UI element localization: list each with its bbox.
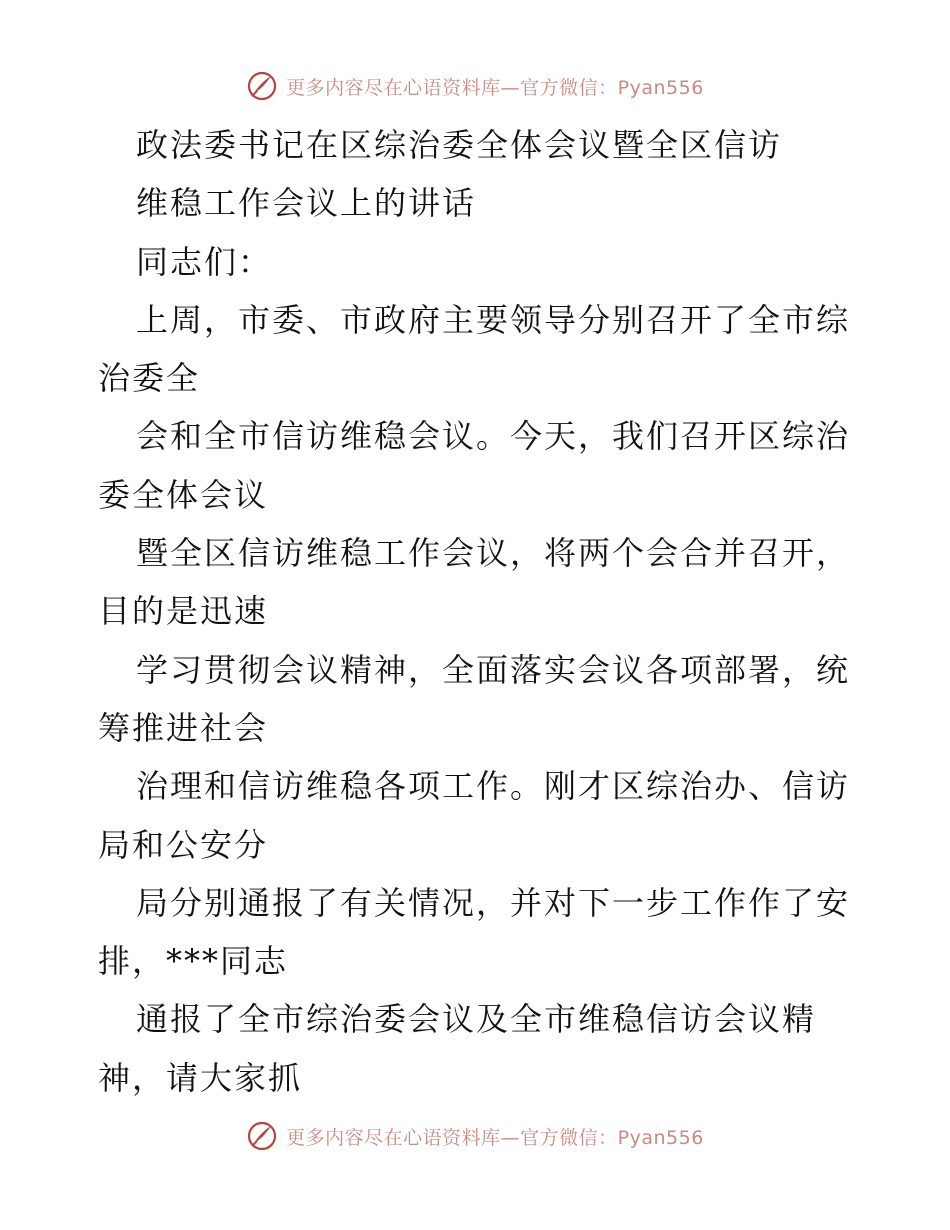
paragraph-line: 神，请大家抓 bbox=[98, 1058, 303, 1097]
document-body bbox=[98, 116, 858, 1107]
paragraph-line: 通报了全市综治委会议及全市维稳信访会议精 bbox=[136, 1000, 817, 1039]
quill-logo-icon bbox=[246, 70, 278, 102]
salutation: 同志们： bbox=[136, 242, 273, 281]
paragraph-line: 目的是迅速 bbox=[98, 592, 269, 631]
paragraph-line: 委全体会议 bbox=[98, 475, 269, 514]
paragraph-line: 治理和信访维稳各项工作。刚才区综治办、信访 bbox=[136, 767, 851, 806]
paragraph-line: 暨全区信访维稳工作会议，将两个会合并召开， bbox=[136, 534, 851, 573]
paragraph-line: 上周，市委、市政府主要领导分别召开了全市综 bbox=[136, 300, 851, 339]
paragraph-line: 局和公安分 bbox=[98, 825, 269, 864]
paragraph-line: 学习贯彻会议精神，全面落实会议各项部署，统 bbox=[136, 650, 851, 689]
paragraph-line: 排，***同志 bbox=[98, 942, 289, 981]
watermark-banner-bottom bbox=[0, 1120, 950, 1152]
paragraph-line: 会和全市信访维稳会议。今天，我们召开区综治 bbox=[136, 417, 851, 456]
paragraph-line: 治委全 bbox=[98, 359, 201, 398]
watermark-text: 更多内容尽在心语资料库—官方微信：Pyan556 bbox=[286, 1126, 704, 1149]
watermark-text: 更多内容尽在心语资料库—官方微信：Pyan556 bbox=[286, 76, 704, 99]
document-title-line-1: 政法委书记在区综治委全体会议暨全区信访 bbox=[136, 126, 783, 164]
quill-logo-icon bbox=[246, 1120, 278, 1152]
watermark-banner-top bbox=[0, 70, 950, 102]
paragraph-line: 筹推进社会 bbox=[98, 708, 269, 747]
document-title-line-2: 维稳工作会议上的讲话 bbox=[136, 184, 477, 223]
paragraph-line: 局分别通报了有关情况，并对下一步工作作了安 bbox=[136, 883, 851, 922]
